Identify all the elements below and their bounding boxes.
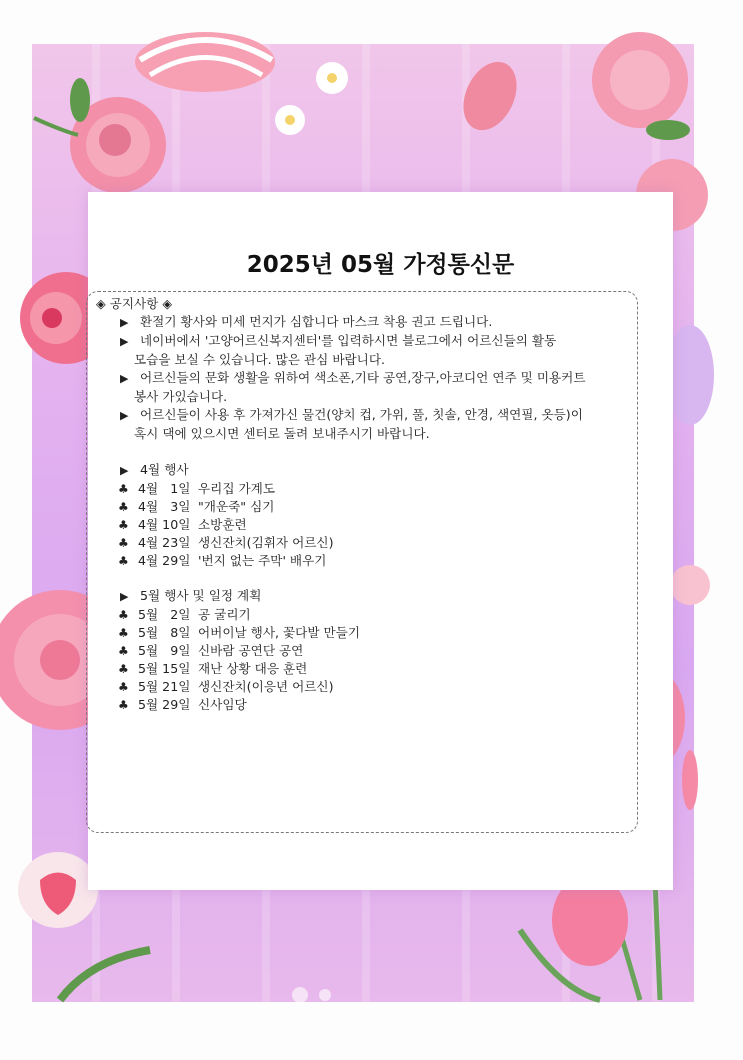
notice-text: 환절기 황사와 미세 먼지가 심합니다 마스크 착용 권고 드립니다.	[140, 314, 493, 329]
event-date: 4월 10일	[138, 517, 191, 532]
content-area	[96, 295, 626, 714]
event-date: 4월 1일	[138, 481, 191, 496]
club-icon: ♣	[118, 662, 129, 676]
notice-text: 어르신들이 사용 후 가져가신 물건(양치 컵, 가위, 풀, 칫솔, 안경, 색연필, 옷등)이	[140, 407, 583, 422]
event-item	[96, 660, 626, 678]
club-icon: ♣	[118, 698, 129, 712]
notice-item	[96, 332, 626, 351]
event-date: 4월 3일	[138, 499, 191, 514]
notice-item	[96, 406, 626, 425]
event-item	[96, 606, 626, 624]
section-heading-text: 5월 행사 및 일정 계획	[140, 588, 262, 603]
event-date: 5월 15일	[138, 661, 191, 676]
club-icon: ♣	[118, 680, 129, 694]
section-heading-text: 4월 행사	[140, 462, 189, 477]
club-icon: ♣	[118, 554, 129, 568]
triangle-bullet-icon: ▶	[120, 316, 129, 329]
event-item	[96, 498, 626, 516]
notice-item	[96, 313, 626, 332]
notice-text: 네이버에서 '고양어르신복지센터'를 입력하시면 블로그에서 어르신들의 활동	[140, 333, 557, 348]
event-desc: 소방훈련	[198, 517, 247, 532]
notice-header: ◈ 공지사항 ◈	[96, 296, 173, 311]
club-icon: ♣	[118, 500, 129, 514]
event-item	[96, 516, 626, 534]
club-icon: ♣	[118, 644, 129, 658]
event-item	[96, 534, 626, 552]
event-item	[96, 624, 626, 642]
event-desc: 재난 상황 대응 훈련	[198, 661, 308, 676]
triangle-bullet-icon: ▶	[120, 372, 129, 385]
event-date: 4월 29일	[138, 553, 191, 568]
event-item	[96, 480, 626, 498]
club-icon: ♣	[118, 518, 129, 532]
triangle-bullet-icon: ▶	[120, 335, 129, 348]
event-desc: 신사임당	[198, 697, 247, 712]
club-icon: ♣	[118, 482, 129, 496]
event-item	[96, 552, 626, 570]
section-heading-april	[96, 461, 626, 480]
notice-text-continuation: 봉사 가있습니다.	[134, 389, 228, 404]
event-item	[96, 678, 626, 696]
notice-text: 어르신들의 문화 생활을 위하여 색소폰,기타 공연,장구,아코디언 연주 및 미용커트	[140, 370, 586, 385]
event-item	[96, 696, 626, 714]
notice-text-continuation: 모습을 보실 수 있습니다. 많은 관심 바랍니다.	[134, 352, 386, 367]
event-desc: "개운죽" 심기	[198, 499, 275, 514]
event-date: 5월 2일	[138, 607, 191, 622]
event-desc: 생신잔치(김휘자 어르신)	[198, 535, 334, 550]
notice-item	[96, 369, 626, 388]
event-date: 5월 21일	[138, 679, 191, 694]
event-desc: 생신잔치(이응년 어르신)	[198, 679, 334, 694]
section-heading-may	[96, 587, 626, 606]
event-date: 5월 29일	[138, 697, 191, 712]
event-desc: '번지 없는 주막' 배우기	[198, 553, 327, 568]
event-item	[96, 642, 626, 660]
notice-text-continuation: 혹시 댁에 있으시면 센터로 돌려 보내주시기 바랍니다.	[134, 426, 430, 441]
event-desc: 우리집 가계도	[198, 481, 275, 496]
event-date: 4월 23일	[138, 535, 191, 550]
event-desc: 어버이날 행사, 꽃다발 만들기	[198, 625, 360, 640]
event-date: 5월 9일	[138, 643, 191, 658]
triangle-bullet-icon: ▶	[120, 464, 129, 477]
event-desc: 공 굴리기	[198, 607, 251, 622]
club-icon: ♣	[118, 608, 129, 622]
club-icon: ♣	[118, 536, 129, 550]
event-desc: 신바람 공연단 공연	[198, 643, 304, 658]
triangle-bullet-icon: ▶	[120, 590, 129, 603]
triangle-bullet-icon: ▶	[120, 409, 129, 422]
page-title: 2025년 05월 가정통신문	[246, 252, 515, 278]
club-icon: ♣	[118, 626, 129, 640]
event-date: 5월 8일	[138, 625, 191, 640]
